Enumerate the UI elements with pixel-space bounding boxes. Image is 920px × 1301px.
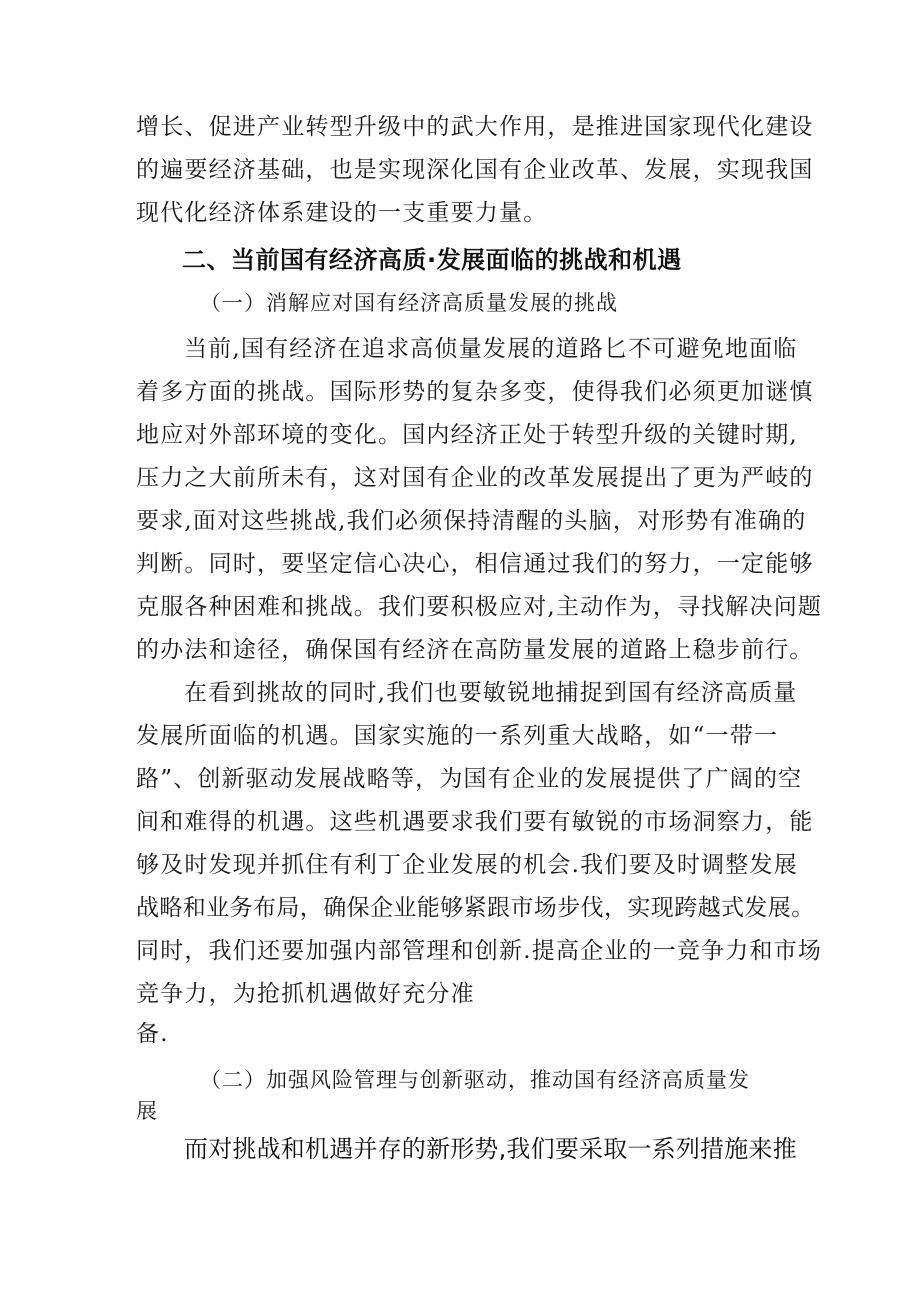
paragraph-1-line-6: 判断。同时，要坚定信心决心，相信通过我们的努力，一定能够 xyxy=(136,551,814,577)
paragraph-1-line-2: 着多方面的挑战。国际形势的复杂多变，使得我们必须更加谜慎 xyxy=(136,379,814,405)
paragraph-1-line-8: 的办法和途径，确保国有经济在高防量发展的道路上稳步前行。 xyxy=(136,637,814,663)
paragraph-2-line-3: 路”、创新驱动发展战略等，为国有企业的发展提供了广阔的空 xyxy=(136,766,803,792)
paragraph-2-line-2: 发展所面临的机遇。国家实施的一系列重大战略，如“一带一 xyxy=(136,723,779,749)
subheading-risk-innovation-line-1: （二）加强风险管理与创新驱动，推动国有经济高质量发 xyxy=(200,1068,750,1092)
paragraph-2-line-1: 在看到挑故的同时,我们也要敏锐地捕捉到国有经济高质量 xyxy=(184,680,798,706)
intro-line-3: 现代化经济体系建设的一支重要力量。 xyxy=(136,200,548,226)
paragraph-1-line-4: 压力之大前所未有，这对国有企业的改革发展提出了更为严岐的 xyxy=(136,465,814,491)
intro-line-1: 增长、促进产业转型升级中的武大作用，是推进国家现代化建设 xyxy=(136,114,814,140)
subheading-risk-innovation-line-2: 展 xyxy=(136,1099,158,1123)
intro-line-2: 的遍要经济基础，也是实现深化国有企业改革、发展，实现我国 xyxy=(136,157,814,183)
paragraph-1-line-5: 要求,面对这些挑战,我们必须保持清醒的头脑，对形势有准确的 xyxy=(136,508,807,534)
paragraph-1-line-3: 地应对外部环境的变化。国内经济正处于转型升级的关键时期, xyxy=(136,422,798,448)
section-heading: 二、当前国有经济高质·发展面临的挑战和机遇 xyxy=(182,246,682,274)
paragraph-1-line-7: 克服各种困难和挑战。我们要积极应对,主动作为，寻找解决问题 xyxy=(136,594,823,620)
paragraph-2-line-9: 备. xyxy=(136,1021,169,1047)
subheading-challenges: （一）消解应对国有经济高质量发展的挑战 xyxy=(200,291,618,315)
paragraph-2-line-8: 竞争力，为抢抓机遇做好充分准 xyxy=(136,981,475,1007)
paragraph-2-line-4: 间和难得的机遇。这些机遇要求我们要有敏锐的市场洞察力，能 xyxy=(136,809,814,835)
paragraph-2-line-6: 战略和业务布局，确保企业能够紧跟市场步伐，实现跨越式发展。 xyxy=(136,895,815,921)
paragraph-3-line-1: 而对挑战和机遇并存的新形势,我们要采取一系列措施来推 xyxy=(184,1135,797,1163)
paragraph-2-line-7: 同时，我们还要加强内部管理和创新.提高企业的一竞争力和市场 xyxy=(136,938,823,964)
paragraph-1-line-1: 当前,国有经济在追求高侦量发展的道路匕不可避免地面临 xyxy=(184,336,798,362)
paragraph-2-line-5: 够及时发现并抓住有利丁企业发展的机会.我们要及时调整发展 xyxy=(136,852,798,878)
